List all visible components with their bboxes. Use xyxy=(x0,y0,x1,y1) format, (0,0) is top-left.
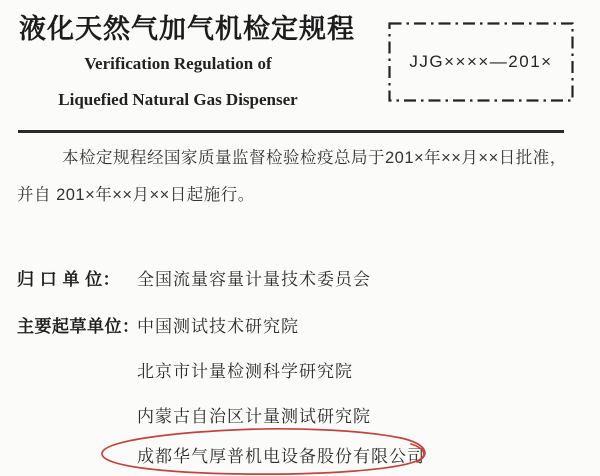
page-title: 液化天然气加气机检定规程 xyxy=(19,14,355,44)
approval-text-line1: 本检定规程经国家质量监督检验检疫总局于201×年××月××日批准， xyxy=(62,149,567,167)
value-drafting-unit-neimenggu: 内蒙古自治区计量测试研究院 xyxy=(137,407,371,426)
value-centralized-unit: 全国流量容量计量技术委员会 xyxy=(137,270,371,289)
english-title-line1: Verification Regulation of xyxy=(84,54,272,73)
value-main-drafting-unit: 中国测试技术研究院 xyxy=(137,317,299,336)
value-drafting-unit-beijing: 北京市计量检测科学研究院 xyxy=(137,362,353,381)
doc-code-box xyxy=(388,22,574,102)
approval-text-line2: 并自 201×年××月××日起施行。 xyxy=(17,186,255,204)
english-title-line2: Liquefied Natural Gas Dispenser xyxy=(58,90,298,109)
label-centralized-unit: 归 口 单 位： xyxy=(17,270,121,289)
value-drafting-unit-chengdu: 成都华气厚普机电设备股份有限公司 xyxy=(137,447,425,466)
doc-code: JJG××××—201× xyxy=(409,52,553,71)
english-title-block xyxy=(10,0,346,130)
label-main-drafting-unit: 主要起草单位： xyxy=(17,317,140,336)
horizontal-rule xyxy=(18,130,564,133)
